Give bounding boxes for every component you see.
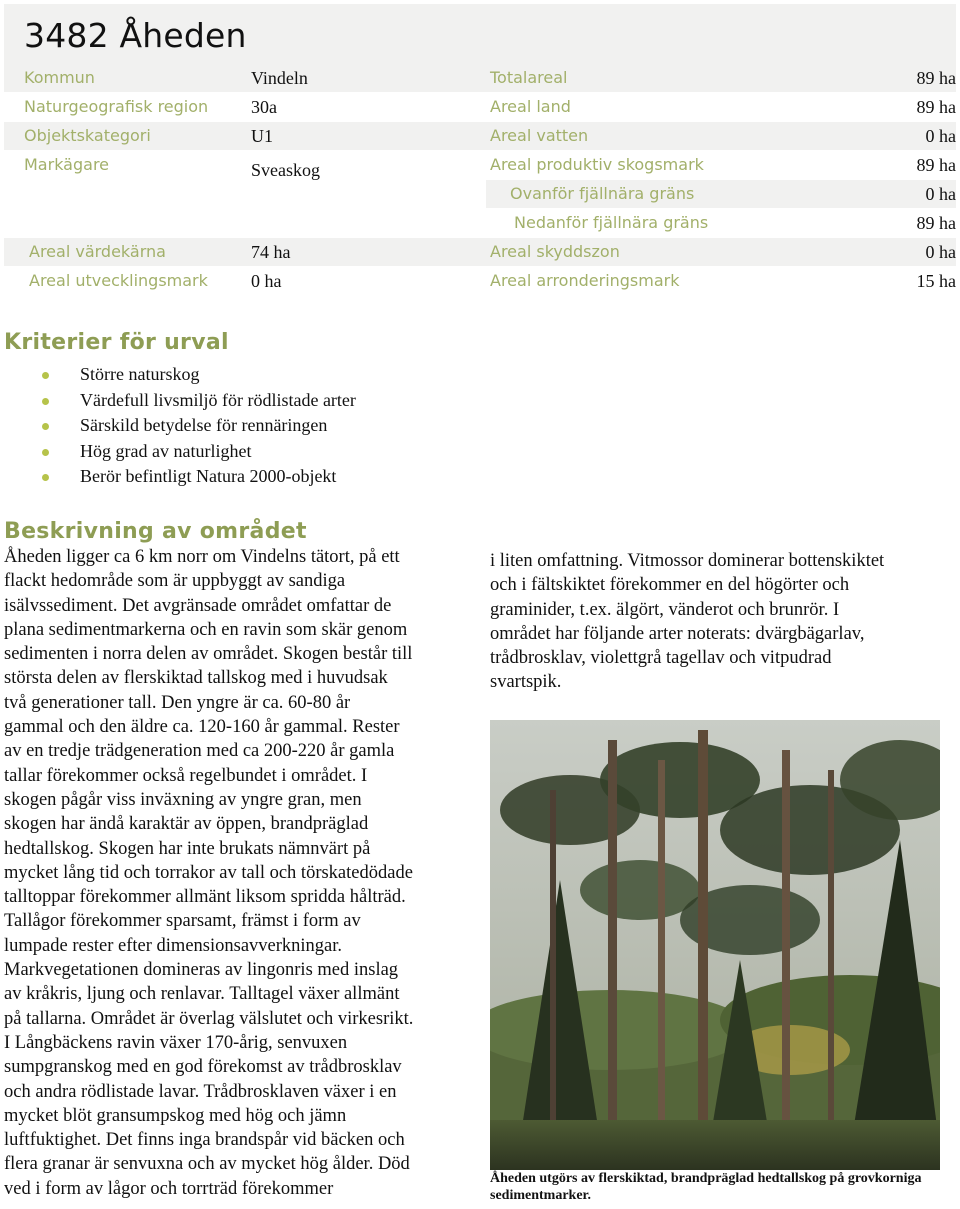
description-line: mycket lång tid och torrakor av tall och törskatedödade — [4, 862, 413, 883]
areal-land-label: Areal land — [490, 97, 571, 116]
areal-vatten-label: Areal vatten — [490, 126, 589, 145]
info-row-nedanfor — [4, 209, 956, 237]
kommun-value: Vindeln — [251, 68, 308, 88]
description-line: I Långbäckens ravin växer 170-årig, senvuxen — [4, 1032, 348, 1053]
vardekarna-value: 74 ha — [251, 242, 291, 262]
utvecklingsmark-label: Areal utvecklingsmark — [29, 271, 208, 290]
forest-photo-illustration — [490, 720, 940, 1170]
info-row-kommun — [4, 64, 956, 92]
description-line: sumpgranskog med en god förekomst av trådbrosklav — [4, 1057, 402, 1078]
skyddszon-value: 0 ha — [925, 242, 956, 262]
criteria-item — [40, 439, 356, 465]
nedanfor-value: 89 ha — [916, 213, 956, 233]
bullet-icon — [42, 423, 49, 430]
info-row-utvecklingsmark — [4, 267, 956, 295]
bullet-icon — [42, 474, 49, 481]
info-row-markagare — [4, 151, 956, 179]
criteria-item — [40, 464, 356, 490]
ovanfor-label: Ovanför fjällnära gräns — [510, 184, 695, 203]
criteria-item-text: Särskild betydelse för rennäringen — [80, 415, 328, 435]
description-line: gammal och den äldre ca. 120-160 år gammal. Rester — [4, 717, 400, 738]
markagare-label: Markägare — [24, 155, 110, 174]
criteria-item — [40, 413, 356, 439]
info-row-objektkategori — [4, 122, 956, 150]
skyddszon-label: Areal skyddszon — [490, 242, 620, 261]
description-line: största delen av flerskiktad tallskog med i huvudsak — [4, 668, 388, 689]
description-line: ved i form av lågor och torrträd förekommer — [4, 1178, 334, 1199]
description-line: graminider, t.ex. älgört, vänderot och brunrör. I — [490, 599, 840, 620]
forest-photo — [490, 720, 940, 1170]
description-line: svartspik. — [490, 672, 562, 693]
description-heading: Beskrivning av området — [4, 519, 307, 544]
areal-vatten-value: 0 ha — [925, 126, 956, 146]
description-line: skogen har ändå karaktär av öppen, brandpräglad — [4, 814, 369, 835]
description-line: plana sedimentmarkerna och en ravin som skär genom — [4, 619, 408, 640]
criteria-item — [40, 362, 356, 388]
description-line: mycket blöt gransumpskog med hög och jämn — [4, 1105, 347, 1126]
areal-land-value: 89 ha — [916, 97, 956, 117]
totalareal-value: 89 ha — [916, 68, 956, 88]
bullet-icon — [42, 372, 49, 379]
description-line: sedimenten i norra delen av området. Skogen består till — [4, 644, 413, 665]
ovanfor-value: 0 ha — [925, 184, 956, 204]
criteria-item-text: Större naturskog — [80, 364, 200, 384]
description-line: lumpade rester efter dimensionsavverkningar. — [4, 935, 343, 956]
description-line: Markvegetationen domineras av lingonris med inslag — [4, 960, 399, 981]
description-line: tallar förekommer också regelbundet i området. I — [4, 765, 368, 786]
description-line: i liten omfattning. Vitmossor dominerar bottenskiktet — [490, 551, 885, 571]
description-line: isälvssediment. Det avgränsade området omfattar de — [4, 595, 392, 616]
totalareal-label: Totalareal — [490, 68, 568, 87]
description-line: skogen pågår viss inväxning av yngre gran, men — [4, 789, 362, 810]
arronderingsmark-value: 15 ha — [916, 271, 956, 291]
photo-caption: Åheden utgörs av flerskiktad, brandpräglad hedtallskog på grovkorniga sedimentmarker. — [490, 1171, 922, 1203]
produktiv-value: 89 ha — [916, 155, 956, 175]
bullet-icon — [42, 398, 49, 405]
utvecklingsmark-value: 0 ha — [251, 271, 282, 291]
criteria-item — [40, 388, 356, 414]
description-line: trådbrosklav, violettgrå tagellav och vitpudrad — [490, 648, 832, 669]
description-line: flackt hedområde som är uppbyggt av sandiga — [4, 571, 346, 592]
description-right-column — [490, 549, 956, 695]
nedanfor-label: Nedanför fjällnära gräns — [514, 213, 709, 232]
description-line: hedtallskog. Skogen har inte brukats nämnvärt på — [4, 838, 371, 859]
description-line: och i fältskiktet förekommer en del högörter och — [490, 575, 850, 596]
description-line: på tallarna. Området är överlag välslutet och virkesrikt. — [4, 1008, 414, 1029]
description-line: luftfuktighet. Det finns inga brandspår vid bäcken och — [4, 1130, 405, 1151]
description-line: två generationer tall. Den yngre är ca. 60-80 år — [4, 692, 351, 713]
markagare-value: Sveaskog — [251, 160, 320, 180]
description-line: området har följande arter noterats: dvärgbägarlav, — [490, 623, 865, 644]
info-row-region — [4, 93, 956, 121]
objektkategori-label: Objektskategori — [24, 126, 151, 145]
kommun-label: Kommun — [24, 68, 95, 87]
description-line: av en tredje trädgeneration med ca 200-220 år gamla — [4, 741, 395, 762]
title-bar — [4, 4, 956, 64]
description-line: Åheden ligger ca 6 km norr om Vindelns tätort, på ett — [4, 547, 400, 567]
description-line: av kråkris, ljung och renlavar. Talltagel växer allmänt — [4, 984, 400, 1005]
objektkategori-value: U1 — [251, 126, 273, 146]
description-line: Tallågor förekommer sparsamt, främst i form av — [4, 911, 361, 932]
region-label: Naturgeografisk region — [24, 97, 209, 116]
page-title: 3482 Åheden — [24, 16, 247, 55]
criteria-list — [40, 362, 356, 490]
criteria-item-text: Hög grad av naturlighet — [80, 440, 252, 461]
region-value: 30a — [251, 97, 277, 117]
info-row-ovanfor — [486, 180, 956, 208]
description-left-column — [4, 545, 474, 1201]
bullet-icon — [42, 449, 49, 456]
criteria-item-text: Berör befintligt Natura 2000-objekt — [80, 466, 337, 486]
criteria-item-text: Värdefull livsmiljö för rödlistade arter — [80, 389, 356, 410]
arronderingsmark-label: Areal arronderingsmark — [490, 271, 680, 290]
description-line: flera granar är senvuxna och av mycket hög ålder. Död — [4, 1154, 410, 1175]
info-row-vardekarna — [4, 238, 956, 266]
criteria-heading: Kriterier för urval — [4, 330, 229, 355]
description-line: talltoppar förekommer allmänt liksom spridda hålträd. — [4, 887, 406, 908]
description-line: och andra rödlistade lavar. Trådbrosklaven växer i en — [4, 1081, 397, 1102]
vardekarna-label: Areal värdekärna — [29, 242, 166, 261]
produktiv-label: Areal produktiv skogsmark — [490, 155, 704, 174]
